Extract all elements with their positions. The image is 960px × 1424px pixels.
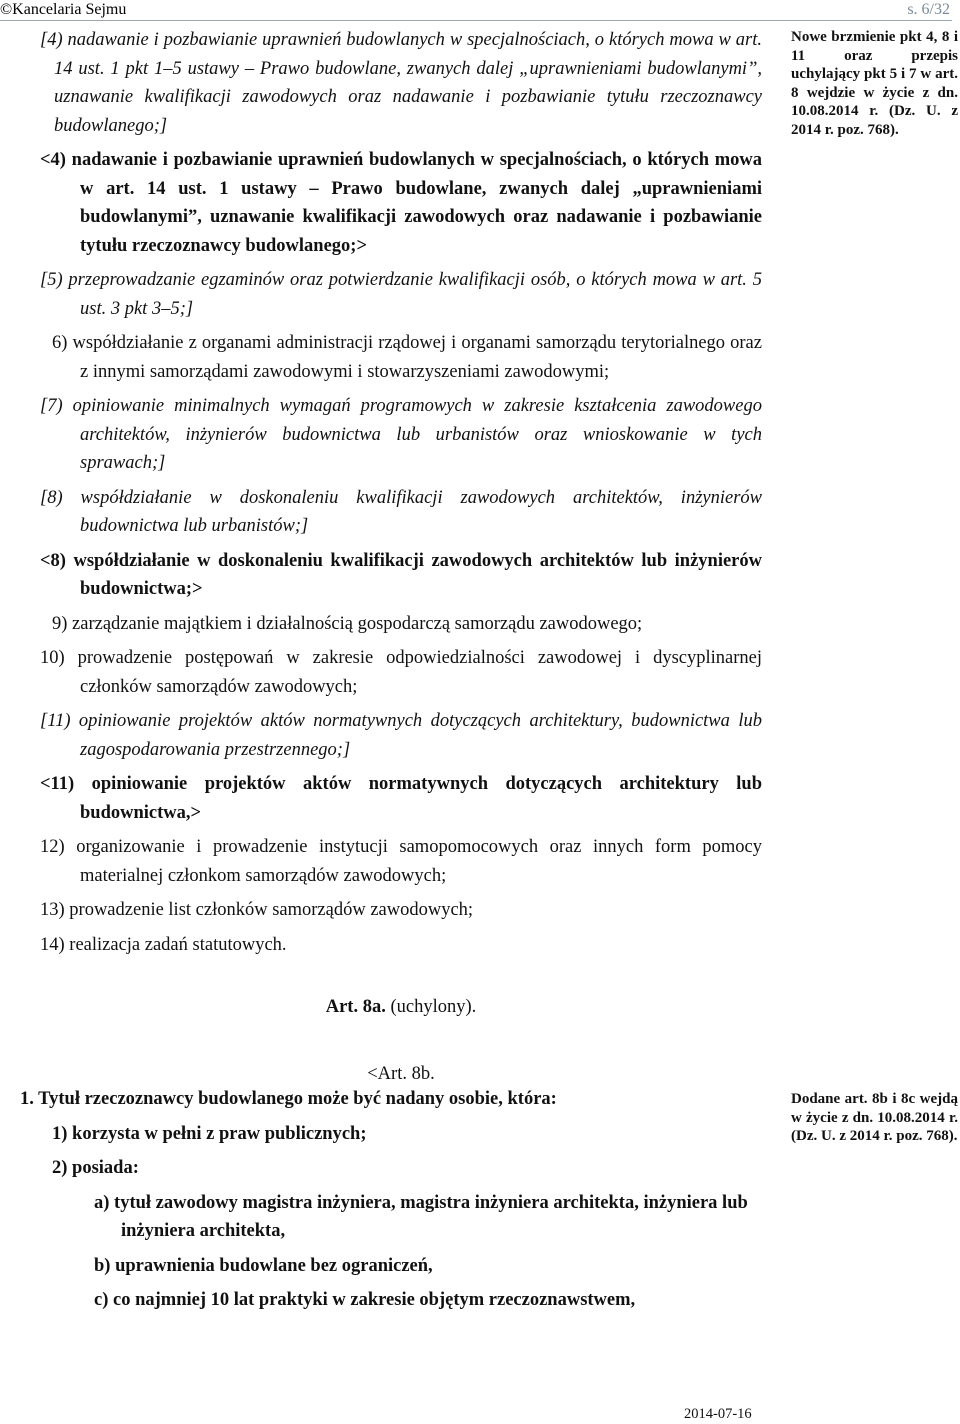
article-8b-ust-1: 1. Tytuł rzeczoznawcy budowlanego może być nadany osobie, która: <box>20 1089 557 1109</box>
article-8b-heading: <Art. 8b. <box>367 1064 435 1084</box>
point-4-new: <4) nadawanie i pozbawianie uprawnień budowlanych w specjalnościach, o których mowa w art. 14 ust. 1 ustawy – Prawo budowlane, zwanych dalej „uprawnieniami budowlanymi”, uznawanie kwalifikacji zawodowych oraz nadawanie i pozbawianie tytułu rzeczoznawcy budowlanego;> <box>40 150 762 256</box>
article-8b-letter-a: a) tytuł zawodowy magistra inżyniera, magistra inżyniera architekta, inżyniera lub inżyniera architekta, <box>94 1192 748 1241</box>
header-publisher: ©Kancelaria Sejmu <box>0 1 127 18</box>
document-body <box>20 26 762 1321</box>
point-11-new: <11) opiniowanie projektów aktów normatywnych dotyczących architektury lub budownictwa,> <box>40 774 762 823</box>
point-13: 13) prowadzenie list członków samorządów zawodowych; <box>40 900 474 920</box>
point-4-old: [4) nadawanie i pozbawianie uprawnień budowlanych w specjalnościach, o których mowa w art. 14 ust. 1 pkt 1–5 ustawy – Prawo budowlane, zwanych dalej „uprawnieniami budowlanymi”, uznawanie kwalifikacji zawodowych oraz nadawanie i pozbawianie tytułu rzeczoznawcy budowlanego;] <box>40 30 762 136</box>
point-7-old: [7) opiniowanie minimalnych wymagań programowych w zakresie kształcenia zawodowego architektów, inżynierów budownictwa lub urbanistów oraz wnioskowanie w tych sprawach;] <box>40 396 762 473</box>
article-8a-label: Art. 8a. <box>325 997 386 1017</box>
point-5-old: [5) przeprowadzanie egzaminów oraz potwierdzanie kwalifikacji osób, o których mowa w art. 5 ust. 3 pkt 3–5;] <box>40 270 762 319</box>
point-12: 12) organizowanie i prowadzenie instytucji samopomocowych oraz innych form pomocy materialnej członkom samorządów zawodowych; <box>40 837 762 886</box>
point-8-old: [8) współdziałanie w doskonaleniu kwalifikacji zawodowych architektów, inżynierów budownictwa lub urbanistów;] <box>40 487 762 536</box>
sidenote-amendment-points: Nowe brzmienie pkt 4, 8 i 11 oraz przepis uchylający pkt 5 i 7 w art. 8 wejdzie w życie z dn. 10.08.2014 r. (Dz. U. z 2014 r. poz. 768). <box>791 29 958 138</box>
article-8b-letter-c: c) co najmniej 10 lat praktyki w zakresie objętym rzeczoznawstwem, <box>94 1290 636 1310</box>
article-8a-text: (uchylony). <box>390 997 477 1017</box>
header-page-number: s. 6/32 <box>907 1 950 18</box>
footer-date: 2014-07-16 <box>684 1406 752 1422</box>
sidenote-added-articles: Dodane art. 8b i 8c wejdą w życie z dn. 10.08.2014 r. (Dz. U. z 2014 r. poz. 768). <box>791 1091 958 1144</box>
article-8a <box>40 997 762 1018</box>
article-8b-point-2: 2) posiada: <box>52 1158 139 1178</box>
article-8b-letter-b: b) uprawnienia budowlane bez ograniczeń, <box>94 1255 433 1276</box>
point-8-new: <8) współdziałanie w doskonaleniu kwalifikacji zawodowych architektów lub inżynierów budownictwa;> <box>40 550 762 599</box>
point-10: 10) prowadzenie postępowań w zakresie odpowiedzialności zawodowej i dyscyplinarnej członków samorządów zawodowych; <box>40 648 762 697</box>
header-divider <box>0 20 952 21</box>
point-14: 14) realizacja zadań statutowych. <box>40 934 287 955</box>
point-9: 9) zarządzanie majątkiem i działalnością gospodarczą samorządu zawodowego; <box>52 613 643 634</box>
point-6: 6) współdziałanie z organami administracji rządowej i organami samorządu terytorialnego oraz z innymi samorządami zawodowymi i stowarzyszeniami zawodowymi; <box>52 333 762 382</box>
article-8b-point-1: 1) korzysta w pełni z praw publicznych; <box>52 1123 367 1144</box>
point-11-old: [11) opiniowanie projektów aktów normatywnych dotyczących architektury, budownictwa lub zagospodarowania przestrzennego;] <box>40 711 762 760</box>
